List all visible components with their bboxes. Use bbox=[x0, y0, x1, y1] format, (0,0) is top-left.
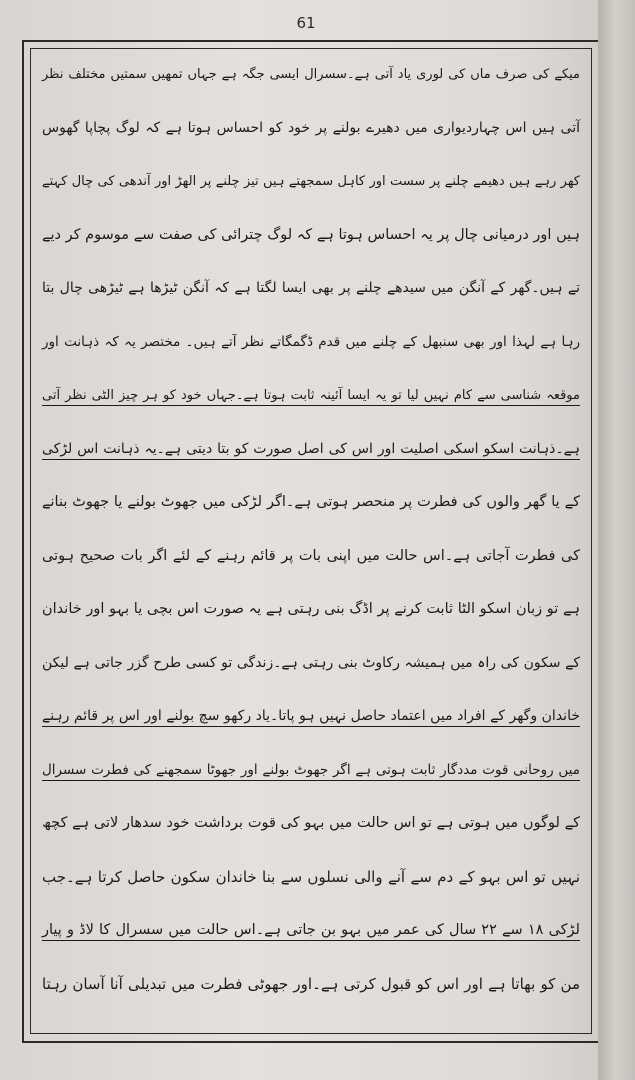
text-line-content: رہا ہے لہذا اور بھی سنبھل کے چلنے میں قدم ڈگمگاتے نظر آتے ہیں۔ مختصر یہ کہ ذہانت اور bbox=[42, 333, 580, 350]
text-line-content: کھر رہے ہیں دھیمے چلنے پر سست اور کاہل سمجھتے ہیں تیز چلنے پر الھڑ اور آندھی کی چال کہتے bbox=[42, 174, 580, 189]
text-line bbox=[38, 155, 584, 209]
text-line bbox=[38, 904, 584, 958]
text-line bbox=[38, 744, 584, 798]
text-line bbox=[38, 209, 584, 263]
text-line bbox=[38, 583, 584, 637]
text-line-content: تے ہیں۔گھر کے آنگن میں سیدھے چلنے پر بھی ایسا لگتا ہے کہ آنگن ٹیڑھا ہے ٹیڑھی چال بتا bbox=[42, 280, 580, 296]
text-line bbox=[38, 851, 584, 905]
book-spine-edge bbox=[598, 0, 635, 1080]
text-line-content: آتی ہیں اس چہاردیواری میں دھیرے بولنے پر خود کو احساس ہوتا ہے کہ لوگ پچاپا گھوس bbox=[42, 119, 580, 136]
text-line bbox=[38, 102, 584, 156]
text-line-content: ہے۔ذہانت اسکو اسکی اصلیت اور اس کی اصل صورت کو بتا دیتی ہے۔یہ ذہانت اس لڑکی bbox=[42, 440, 580, 457]
text-line-content: میں روحانی قوت مددگار ثابت ہوتی ہے اگر جھوٹ بولنے اور جھوٹا سمجھنے کی فطرت سسرال bbox=[42, 761, 580, 778]
text-line bbox=[38, 797, 584, 851]
text-line bbox=[38, 262, 584, 316]
text-line bbox=[38, 316, 584, 370]
text-line bbox=[38, 958, 584, 1012]
page-number: 61 bbox=[296, 14, 316, 32]
text-line bbox=[38, 530, 584, 584]
text-line-content: کی فطرت آجاتی ہے۔اس حالت میں اپنی بات پر قائم رہنے کے لئے اگر بات صحیح ہوتی bbox=[42, 547, 580, 564]
text-line-content: ہے تو زبان اسکو الٹا ثابت کرنے پر اڈگ بنی رہتی ہے یہ صورت اس بچی یا بہو اور خاندان bbox=[42, 601, 580, 617]
text-line bbox=[38, 369, 584, 423]
text-line-content: من کو بھاتا ہے اور اس کو قبول کرتی ہے۔اور جھوٹی فطرت میں تبدیلی آنا آسان رہتا bbox=[42, 974, 580, 993]
text-line-content: میکے کی صرف ماں کی لوری یاد آتی ہے۔سسرال ایسی جگہ ہے جہاں تمھیں سمتیں مختلف نظر bbox=[42, 67, 580, 82]
text-line bbox=[38, 690, 584, 744]
text-line bbox=[38, 637, 584, 691]
text-line bbox=[38, 423, 584, 477]
text-line-content: کے لوگوں میں ہوتی ہے تو اس حالت میں بہو کی قوت برداشت خود سدھار لاتی ہے کچھ bbox=[42, 815, 580, 831]
text-line-content: موقعہ شناسی سے کام نہیں لیا تو یہ ایسا آئینہ ثابت ہوتا ہے۔جہاں خود کو ہر چیز الٹی نظر آتی bbox=[42, 388, 580, 403]
text-line-content: نہیں تو اس بہو کے دم سے آنے والی نسلوں سے بنا خاندان سکون حاصل کرتا ہے۔جب bbox=[42, 867, 580, 886]
text-line bbox=[38, 476, 584, 530]
text-line bbox=[38, 48, 584, 102]
text-line-content: لڑکی ۱۸ سے ۲۲ سال کی عمر میں بہو بن جاتی ہے۔اس حالت میں سسرال کا لاڈ و پیار bbox=[42, 922, 580, 938]
text-body bbox=[38, 48, 584, 1011]
text-line-content: خاندان وگھر کے افراد میں اعتماد حاصل نہیں ہو پاتا۔یاد رکھو سچ بولنے اور اس پر قائم رہنے bbox=[42, 708, 580, 724]
text-line-content: ہیں اور درمیانی چال پر یہ احساس ہوتا ہے کہ لوگ چترائی کی صفت سے موسوم کر دیے bbox=[42, 226, 580, 243]
text-line-content: کے سکون کی راہ میں ہمیشہ رکاوٹ بنی رہتی ہے۔زندگی تو کسی طرح گزر جاتی ہے لیکن bbox=[42, 654, 580, 671]
text-line-content: کے یا گھر والوں کی فطرت پر منحصر ہوتی ہے۔اگر لڑکی میں جھوٹ بولنے یا جھوٹ بنانے bbox=[42, 494, 580, 510]
